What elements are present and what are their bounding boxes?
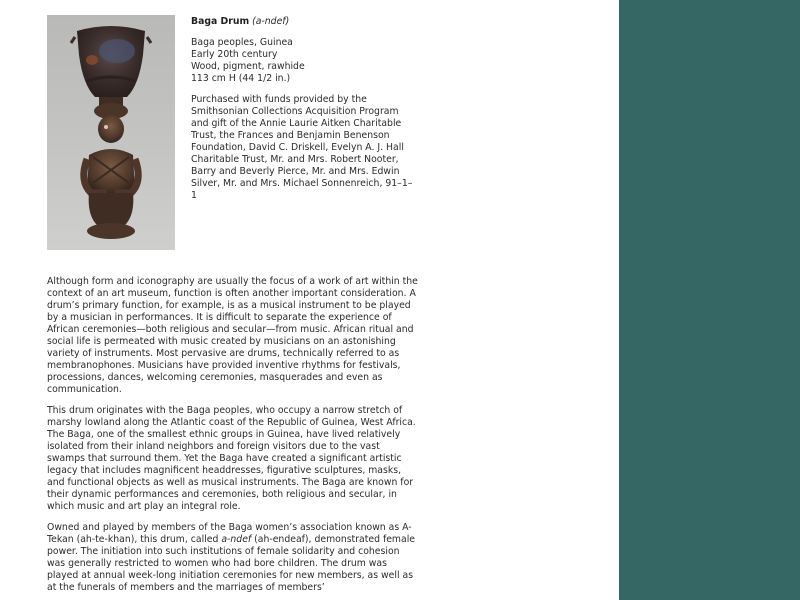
artwork-dimensions: 113 cm H (44 1/2 in.) <box>191 73 291 84</box>
paragraph-3-end: (ah-endeaf), demonstrated female power. The initiation into such institutions of female solidarity and cohesion was generally restricted to women who had bore children. The drum was played at annual week-long initiation ceremonies for new members, as well as at the funerals of members and the marriages of members’ <box>47 534 415 593</box>
side-panel <box>619 0 800 600</box>
paragraph-3-term: a-ndef <box>221 534 252 545</box>
body-paragraph-3 <box>47 522 419 594</box>
body-paragraph-2: This drum originates with the Baga peoples, who occupy a narrow stretch of marshy lowland along the Atlantic coast of the Republic of Guinea, West Africa. The Baga, one of the smallest ethnic groups in Guinea, have lived relatively isolated from their inland neighbors and foreign visitors due to the vast swamps that surround them. Yet the Baga have created a significant artistic legacy that includes magnificent headdresses, figurative sculptures, masks, and functional objects as well as musical instruments. The Baga are known for their dynamic performances and ceremonies, both religious and secular, in which music and art play an integral role. <box>47 405 416 512</box>
artwork-info <box>191 16 416 202</box>
article-body <box>47 276 419 600</box>
artwork-title: Baga Drum <box>191 16 250 27</box>
paragraph-3-start: Owned and played by members of the Baga women’s association known as A-Tekan (ah-te-khan), this drum, called <box>47 522 412 545</box>
drum-figure-illustration <box>47 15 175 250</box>
artwork-materials: Wood, pigment, rawhide <box>191 61 305 72</box>
artwork-image <box>47 15 175 250</box>
body-paragraph-1: Although form and iconography are usually the focus of a work of art within the context of an art museum, function is often another important consideration. A drum’s primary function, for example, is as a musical instrument to be played by a musician in performances. It is difficult to separate the experience of African ceremonies—both religious and secular—from music. African ritual and social life is permeated with music created by musicians on an astonishing variety of instruments. Most pervasive are drums, technically referred to as membranophones. Musicians have provided inventive rhythms for festivals, processions, dances, welcoming ceremonies, masquerades and even as communication. <box>47 276 418 395</box>
artwork-meta <box>191 37 416 85</box>
artwork-title-line <box>191 16 416 28</box>
artwork-credit-line: Purchased with funds provided by the Smithsonian Collections Acquisition Program and gift of the Annie Laurie Aitken Charitable Trust, the Frances and Benjamin Benenson Foundation, David C. Driskell, Evelyn A. J. Hall Charitable Trust, Mr. and Mrs. Robert Nooter, Barry and Beverly Pierce, Mr. and Mrs. Edwin Silver, Mr. and Mrs. Michael Sonnenreich, 91–1–1 <box>191 94 413 201</box>
artwork-alt-name: (a-ndef) <box>252 16 290 27</box>
artwork-origin: Baga peoples, Guinea <box>191 37 293 48</box>
artwork-date: Early 20th century <box>191 49 278 60</box>
